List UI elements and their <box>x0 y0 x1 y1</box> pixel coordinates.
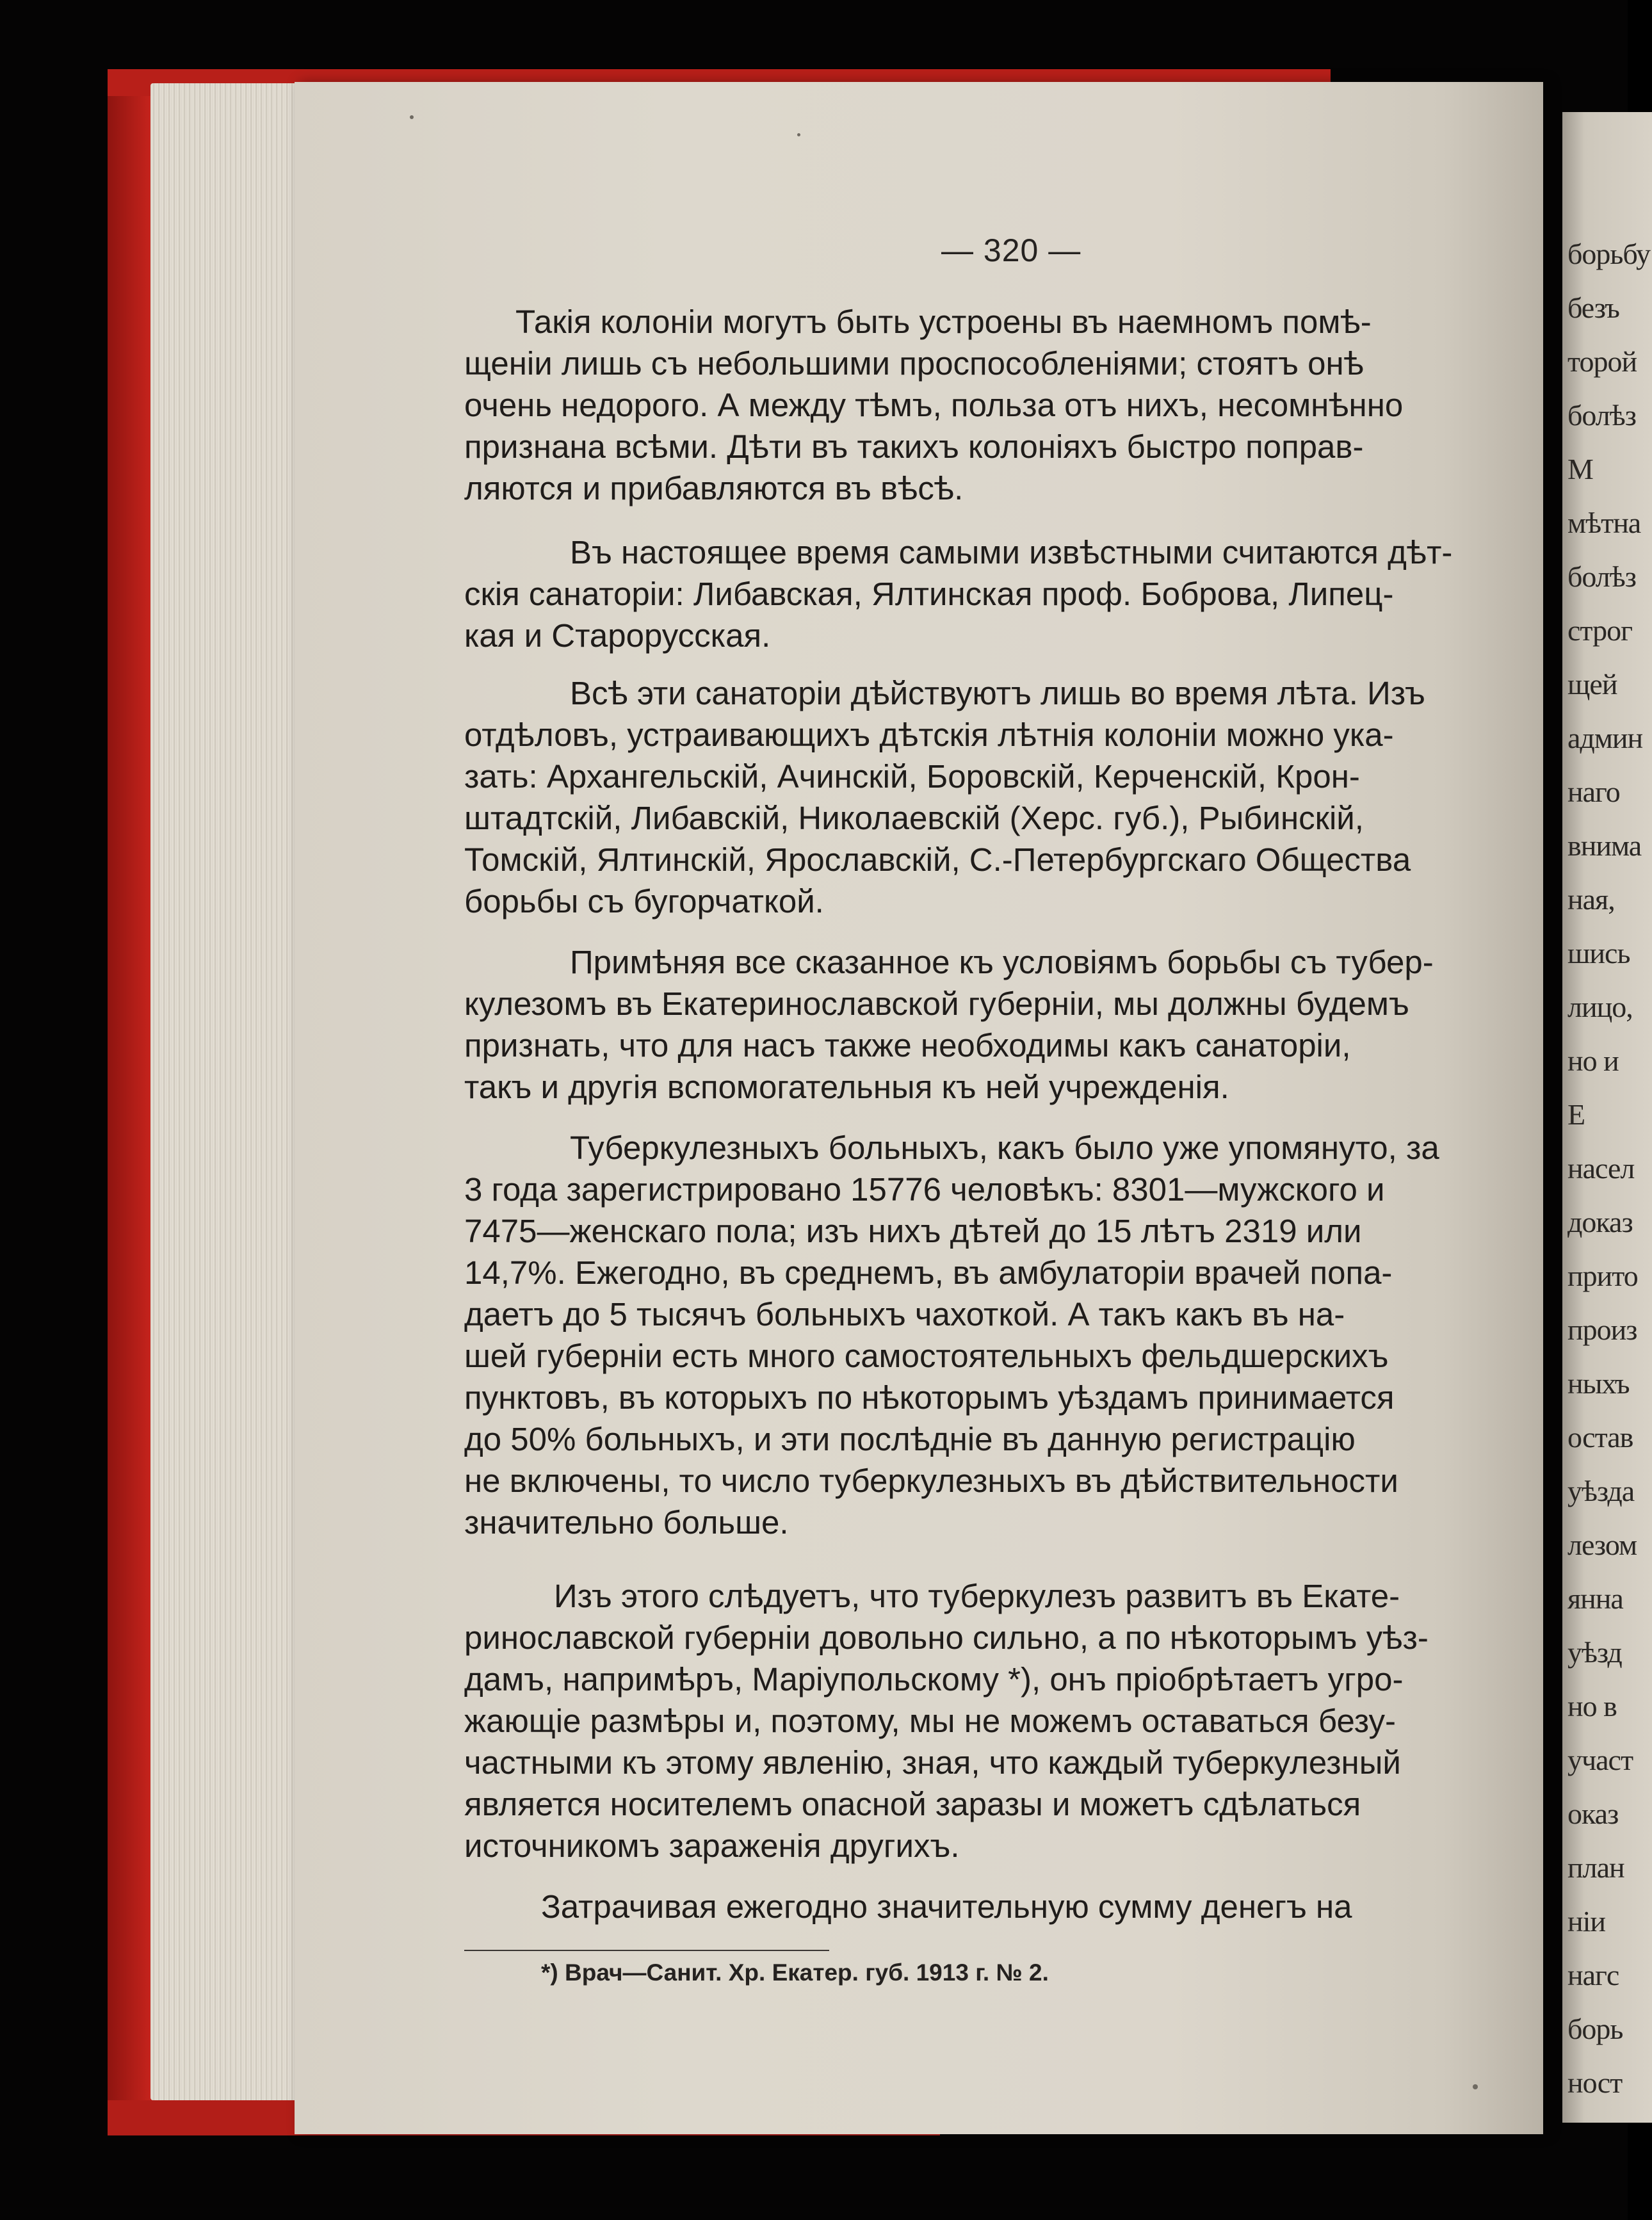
next-page-fragment: админ <box>1567 722 1643 754</box>
text-line: значительно больше. <box>464 1504 789 1541</box>
next-page-fragment: прито <box>1567 1260 1638 1292</box>
next-page-fragment: лезом <box>1567 1528 1637 1561</box>
text-line: ляются и прибавляются въ вѣсѣ. <box>464 470 964 506</box>
next-page-fragment: но и <box>1567 1044 1619 1077</box>
next-page-fragment: участ <box>1567 1744 1633 1776</box>
next-page-fragment: нагс <box>1567 1959 1619 1991</box>
paragraph <box>464 1575 1508 1867</box>
dust-speck <box>410 115 414 119</box>
text-line: Изъ этого слѣдуетъ, что туберкулезъ развитъ въ Екате- <box>554 1578 1400 1614</box>
text-line: шей губерніи есть много самостоятельныхъ фельдшерскихъ <box>464 1338 1389 1374</box>
next-page-fragment: безъ <box>1567 291 1619 324</box>
paragraph <box>464 301 1508 509</box>
next-page-fragment: произ <box>1567 1313 1637 1346</box>
next-page-fragment: Е <box>1567 1098 1585 1131</box>
page-number: — 320 — <box>941 232 1081 268</box>
footnote-divider <box>464 1950 829 1951</box>
next-page-fragment: М <box>1567 453 1593 485</box>
next-page-fragment: ная, <box>1567 883 1615 916</box>
text-line: отдѣловъ, устраивающихъ дѣтскія лѣтнія колоніи можно ука- <box>464 717 1394 753</box>
text-line: Всѣ эти санаторіи дѣйствуютъ лишь во время лѣта. Изъ <box>570 675 1425 711</box>
text-line: Такія колоніи могутъ быть устроены въ наемномъ помѣ- <box>515 304 1372 340</box>
text-line: ринославской губерніи довольно сильно, а по нѣкоторымъ уѣз- <box>464 1619 1429 1656</box>
text-line: щеніи лишь съ небольшими проспособленіями; стоятъ онѣ <box>464 345 1364 382</box>
text-line: источникомъ зараженія другихъ. <box>464 1827 960 1864</box>
next-page-fragment: уѣзд <box>1567 1636 1622 1669</box>
text-line: пунктовъ, въ которыхъ по нѣкоторымъ уѣздамъ принимается <box>464 1379 1395 1416</box>
paragraph <box>464 941 1508 1108</box>
text-line: жающіе размѣры и, поэтому, мы не можемъ оставаться безу- <box>464 1703 1397 1739</box>
text-line: дамъ, напримѣръ, Маріупольскому *), онъ пріобрѣтаетъ угро- <box>464 1661 1404 1697</box>
text-line: кулезомъ въ Екатеринославской губерніи, мы должны будемъ <box>464 985 1409 1022</box>
paragraph <box>464 1127 1508 1543</box>
footnote: *) Врач—Санит. Хр. Екатер. губ. 1913 г. № 2. <box>541 1959 1049 1986</box>
next-page-fragment: болѣз <box>1567 399 1636 432</box>
page-edges <box>150 83 311 2100</box>
next-page-fragment: шись <box>1567 937 1630 969</box>
text-line: борьбы съ бугорчаткой. <box>464 883 824 920</box>
text-line: Затрачивая ежегодно значительную сумму денегъ на <box>541 1888 1352 1925</box>
dust-speck <box>797 133 800 136</box>
text-line: 3 года зарегистрировано 15776 человѣкъ: 8301—мужского и <box>464 1171 1385 1208</box>
text-line: зать: Архангельскій, Ачинскій, Боровскій, Керченскій, Крон- <box>464 758 1360 795</box>
text-line: кая и Старорусская. <box>464 617 771 654</box>
text-line: до 50% больныхъ, и эти послѣдніе въ данную регистрацію <box>464 1421 1356 1457</box>
next-page-fragment: борьбу <box>1567 238 1651 270</box>
paragraph <box>464 531 1508 656</box>
text-line: 14,7%. Ежегодно, въ среднемъ, въ амбулаторіи врачей попа- <box>464 1254 1393 1291</box>
next-page-fragment: торой <box>1567 345 1637 378</box>
next-page-fragment: уѣзда <box>1567 1475 1635 1507</box>
text-line: является носителемъ опасной заразы и можетъ сдѣлаться <box>464 1786 1361 1822</box>
next-page-fragment: но в <box>1567 1690 1617 1722</box>
text-line: Примѣняя все сказанное къ условіямъ борьбы съ тубер- <box>570 944 1434 980</box>
text-line: такъ и другія вспомогательныя къ ней учрежденія. <box>464 1069 1229 1105</box>
next-page-fragment: мѣтна <box>1567 506 1641 539</box>
next-page-fragment: ніи <box>1567 1905 1606 1938</box>
text-line: частными къ этому явленію, зная, что каждый туберкулезный <box>464 1744 1401 1781</box>
text-line: Томскій, Ялтинскій, Ярославскій, С.-Петербургскаго Общества <box>464 841 1411 878</box>
next-page-fragment: борь <box>1567 2013 1623 2045</box>
next-page-fragment: щей <box>1567 668 1617 701</box>
paragraph <box>464 1886 1508 1927</box>
next-page-fragment: янна <box>1567 1582 1623 1615</box>
next-page-fragment: остав <box>1567 1421 1633 1454</box>
text-line: не включены, то число туберкулезныхъ въ дѣйствительности <box>464 1462 1398 1499</box>
next-page-fragment: лицо, <box>1567 991 1633 1023</box>
text-line: Въ настоящее время самыми извѣстными считаются дѣт- <box>570 534 1453 571</box>
next-page-fragment: строг <box>1567 614 1632 647</box>
text-line: скія санаторіи: Либавская, Ялтинская проф. Боброва, Липец- <box>464 576 1394 612</box>
text-line: Туберкулезныхъ больныхъ, какъ было уже упомянуто, за <box>570 1130 1439 1166</box>
dust-speck <box>1473 2084 1478 2089</box>
next-page-fragment: наго <box>1567 775 1620 808</box>
next-page-fragment: ност <box>1567 2066 1623 2099</box>
text-line: даетъ до 5 тысячъ больныхъ чахоткой. А такъ какъ въ на- <box>464 1296 1345 1333</box>
paragraph <box>464 672 1508 922</box>
text-line: очень недорого. А между тѣмъ, польза отъ нихъ, несомнѣнно <box>464 387 1404 423</box>
text-line: признать, что для насъ также необходимы какъ санаторіи, <box>464 1027 1351 1064</box>
next-page-fragment: насел <box>1567 1152 1635 1185</box>
text-line: признана всѣми. Дѣти въ такихъ колоніяхъ быстро поправ- <box>464 428 1364 465</box>
next-page-fragment: доказ <box>1567 1206 1633 1238</box>
text-line: штадтскій, Либавскій, Николаевскій (Херс. губ.), Рыбинскій, <box>464 800 1364 836</box>
next-page-fragment: внима <box>1567 829 1642 862</box>
text-line: 7475—женскаго пола; изъ нихъ дѣтей до 15 лѣтъ 2319 или <box>464 1213 1362 1249</box>
next-page <box>1562 112 1652 2123</box>
next-page-fragment: оказ <box>1567 1797 1619 1830</box>
next-page-fragment: ныхъ <box>1567 1367 1630 1400</box>
next-page-fragment: болѣз <box>1567 560 1636 593</box>
next-page-fragment: план <box>1567 1851 1624 1884</box>
